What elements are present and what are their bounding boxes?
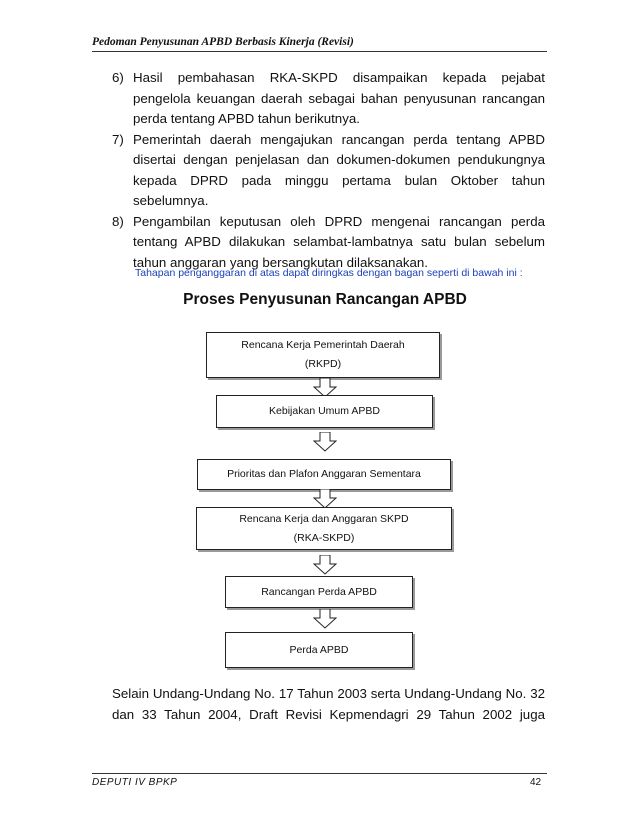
flow-box-kua [216, 395, 433, 428]
box-label: Perda APBD [289, 643, 349, 656]
body-line: Selain Undang-Undang No. 17 Tahun 2003 serta Undang-Undang No. 32 [112, 686, 545, 701]
flow-box-ppas [197, 459, 451, 490]
down-arrow-icon [313, 609, 337, 629]
list-item [112, 130, 545, 212]
footer-organization: DEPUTI IV BPKP [92, 777, 178, 788]
box-label: Rencana Kerja Pemerintah Daerah [241, 339, 405, 351]
page-header: Pedoman Penyusunan APBD Berbasis Kinerja (Revisi) [92, 36, 547, 52]
page-number: 42 [530, 777, 542, 788]
body-paragraph [112, 683, 545, 725]
box-sublabel: (RKPD) [304, 358, 342, 370]
box-label: Rencana Kerja dan Anggaran SKPD [239, 512, 409, 525]
down-arrow-icon [313, 432, 337, 452]
list-text: Pemerintah daerah mengajukan rancangan perda tentang APBD disertai dengan penjelasan dan dokumen-dokumen pendukungnya kepada DPRD pada minggu pertama bulan Oktober tahun sebelumnya. [133, 131, 545, 208]
flow-box-rka-skpd [196, 507, 452, 550]
flow-box-rancangan-perda [225, 576, 413, 608]
diagram-intro-note: Tahapan penganggaran di atas dapat diringkas dengan bagan seperti di bawah ini : [135, 267, 523, 279]
list-text: Hasil pembahasan RKA-SKPD disampaikan kepada pejabat pengelola keuangan daerah sebagai bahan penyusunan rancangan perda tentang APBD tahun berikutnya. [133, 70, 545, 126]
diagram-title: Proses Penyusunan Rancangan APBD [183, 291, 467, 308]
box-label: Rancangan Perda APBD [261, 585, 377, 598]
body-line: dan 33 Tahun 2004, Draft Revisi Kepmendagri 29 Tahun 2002 juga [112, 707, 545, 722]
down-arrow-icon [313, 555, 337, 575]
box-label: Prioritas dan Plafon Anggaran Sementara [227, 468, 421, 480]
box-label: Kebijakan Umum APBD [269, 405, 380, 417]
flow-box-perda [225, 632, 413, 668]
box-sublabel: (RKA-SKPD) [293, 531, 355, 544]
numbered-list [112, 68, 545, 273]
list-number: 7) [112, 131, 124, 147]
footer-divider [92, 773, 547, 774]
flow-box-rkpd [206, 332, 440, 378]
list-number: 6) [112, 70, 124, 85]
list-text: Pengambilan keputusan oleh DPRD mengenai rancangan perda tentang APBD dilakukan selambat-lambatnya satu bulan sebelum tahun anggaran yang bersangkutan dilaksanakan. [133, 213, 545, 270]
list-number: 8) [112, 213, 124, 229]
list-item [112, 212, 545, 274]
list-item [112, 68, 545, 130]
down-arrow-icon [313, 489, 337, 509]
